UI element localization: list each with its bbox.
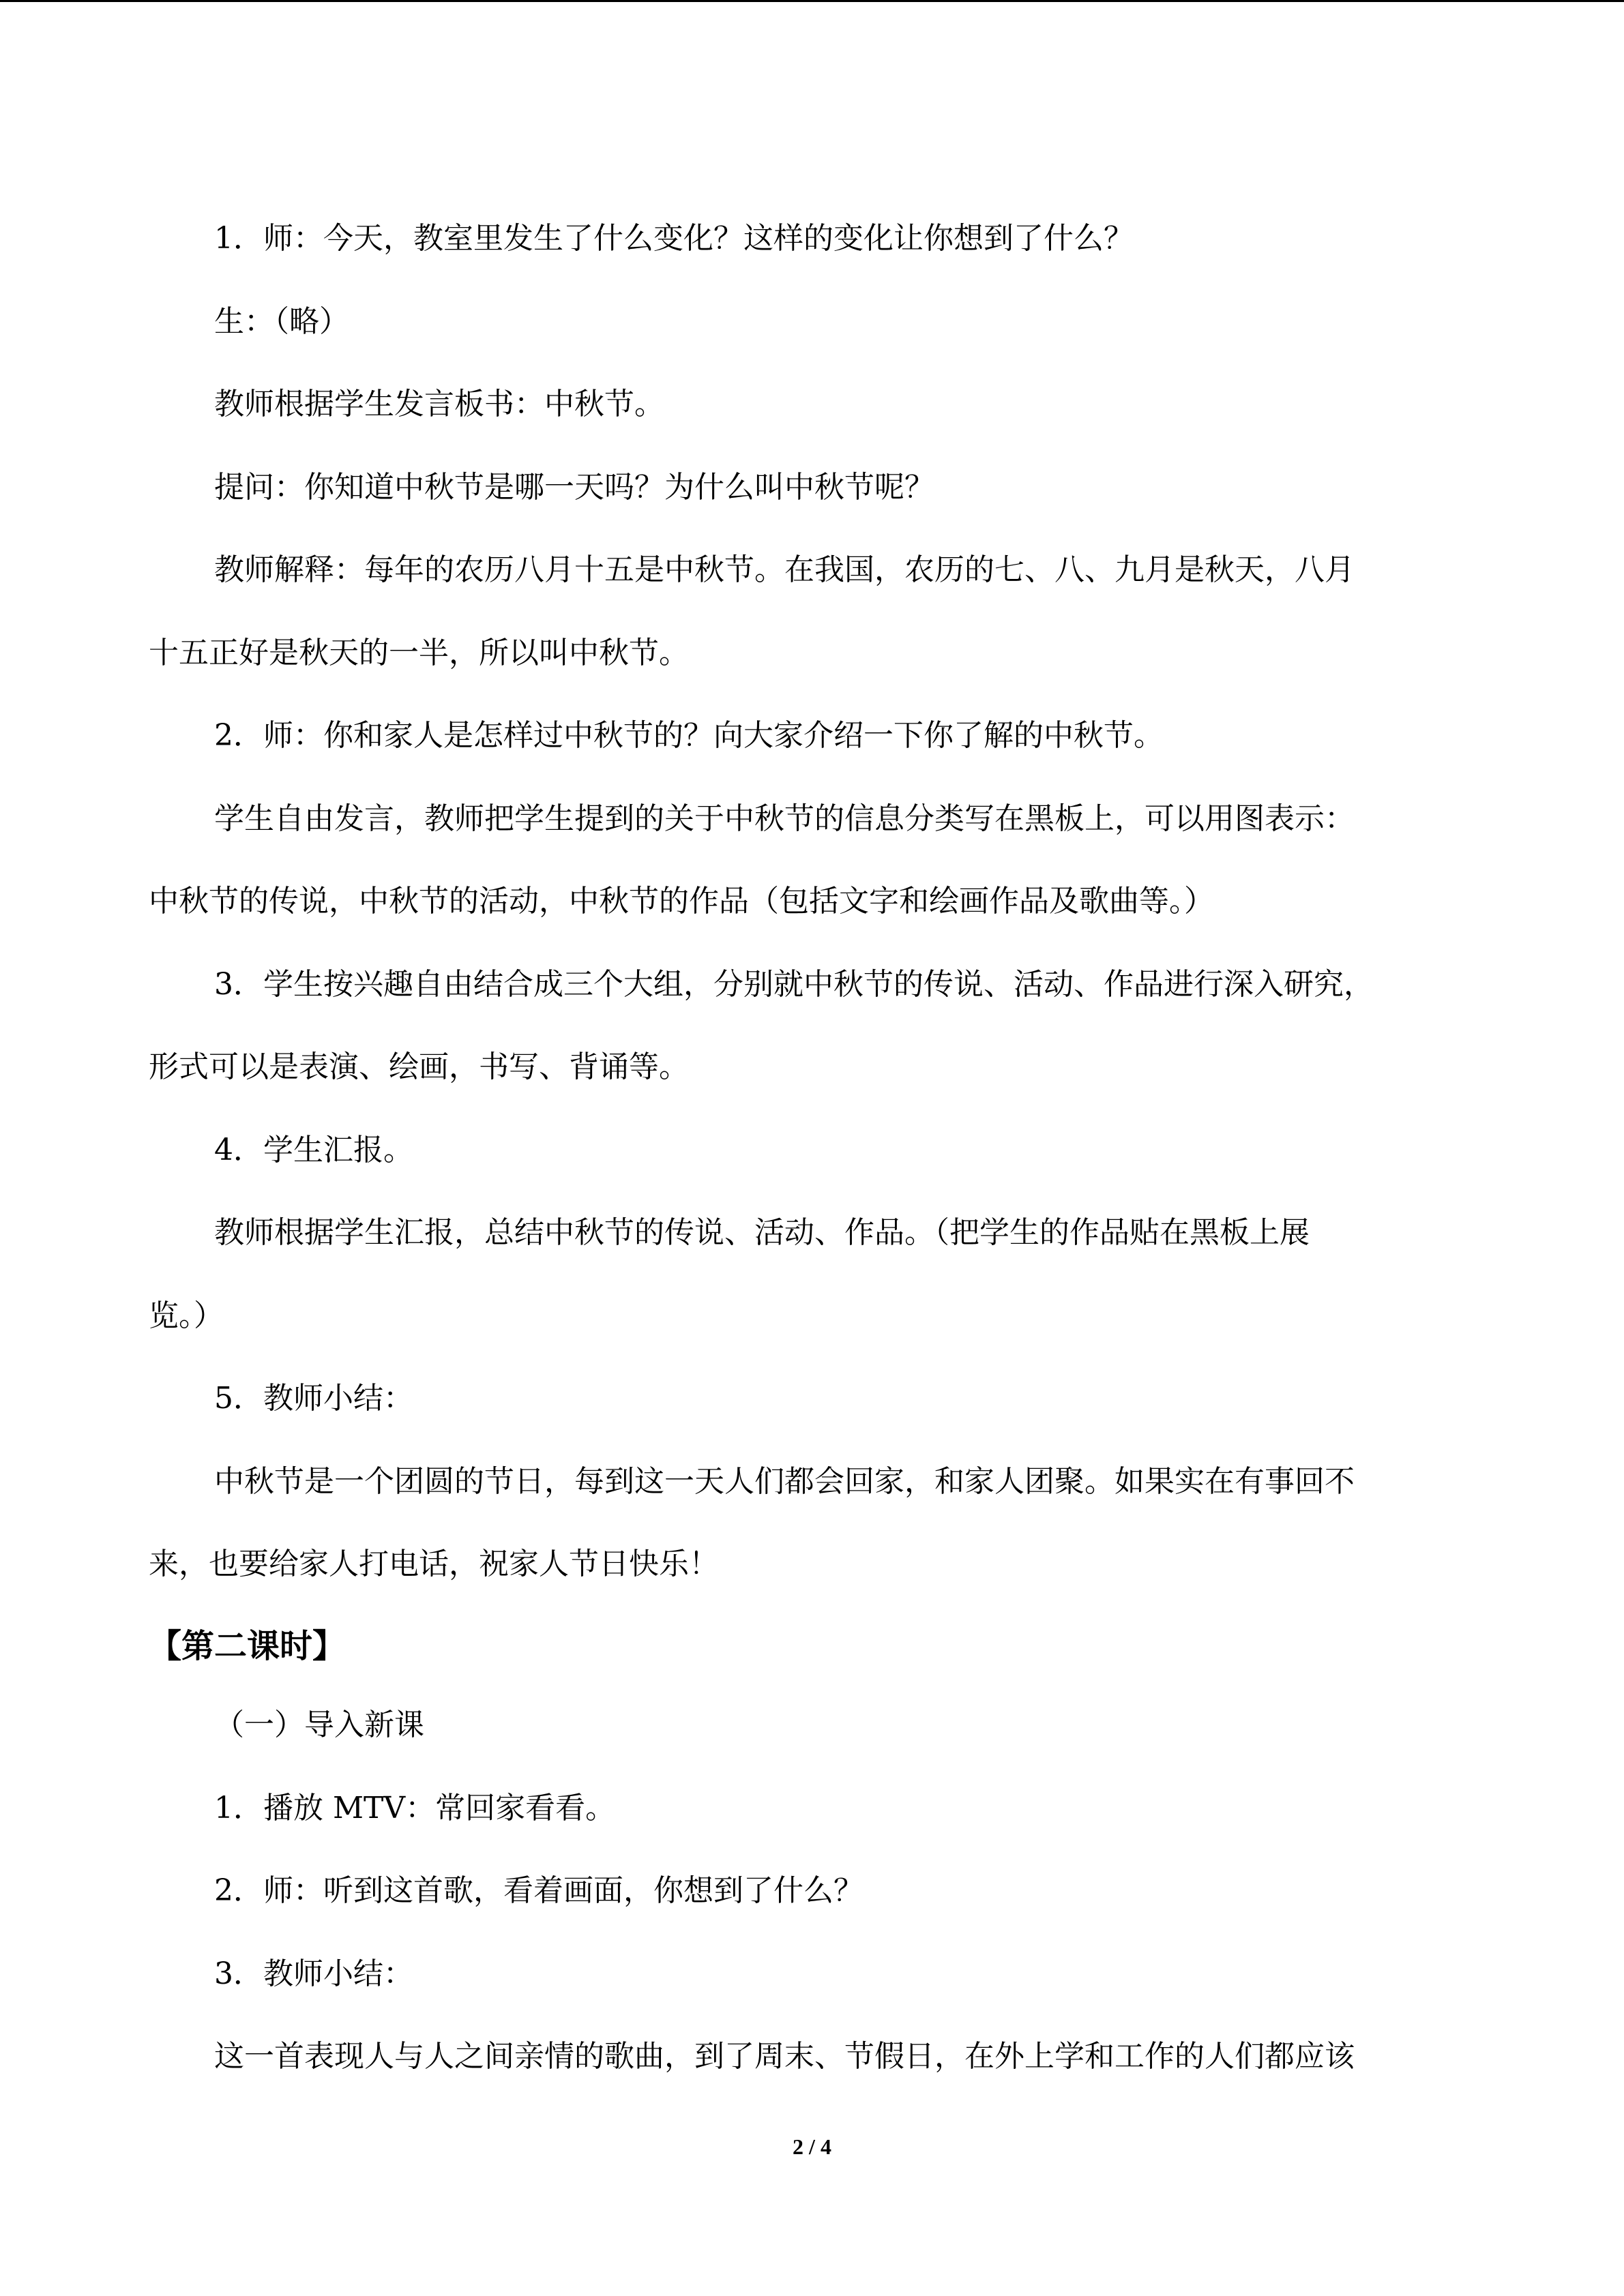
paragraph: 2．师：听到这首歌，看着画面，你想到了什么？ xyxy=(214,1873,863,1908)
page-number: 2 / 4 xyxy=(793,2134,831,2159)
paragraph: 学生自由发言，教师把学生提到的关于中秋节的信息分类写在黑板上，可以用图表示： xyxy=(214,801,1355,836)
paragraph: 5．教师小结： xyxy=(214,1381,413,1416)
paragraph: 教师根据学生发言板书：中秋节。 xyxy=(214,387,664,421)
paragraph: 3．学生按兴趣自由结合成三个大组，分别就中秋节的传说、活动、作品进行深入研究， xyxy=(214,967,1374,1002)
paragraph-continuation: 中秋节的传说，中秋节的活动，中秋节的作品（包括文字和绘画作品及歌曲等。） xyxy=(149,884,1214,919)
paragraph: 1．师：今天，教室里发生了什么变化？这样的变化让你想到了什么？ xyxy=(214,221,1134,256)
page-top-border xyxy=(0,0,1624,2)
paragraph: 中秋节是一个团圆的节日，每到这一天人们都会回家，和家人团聚。如果实在有事回不 xyxy=(214,1464,1355,1499)
paragraph: 1．播放 MTV：常回家看看。 xyxy=(214,1791,616,1825)
paragraph: 提问：你知道中秋节是哪一天吗？为什么叫中秋节呢？ xyxy=(214,470,934,505)
paragraph: 教师解释：每年的农历八月十五是中秋节。在我国，农历的七、八、九月是秋天，八月 xyxy=(214,552,1355,587)
paragraph: 4．学生汇报。 xyxy=(214,1133,413,1167)
paragraph: 教师根据学生汇报，总结中秋节的传说、活动、作品。（把学生的作品贴在黑板上展 xyxy=(214,1215,1310,1250)
paragraph: 2．师：你和家人是怎样过中秋节的？向大家介绍一下你了解的中秋节。 xyxy=(214,718,1164,753)
paragraph: 生：（略） xyxy=(214,304,349,339)
paragraph: 3．教师小结： xyxy=(214,1956,413,1991)
paragraph-continuation: 览。） xyxy=(149,1298,224,1333)
paragraph: 这一首表现人与人之间亲情的歌曲，到了周末、节假日，在外上学和工作的人们都应该 xyxy=(214,2039,1355,2074)
paragraph: （一）导入新课 xyxy=(214,1708,424,1742)
section-heading: 【第二课时】 xyxy=(149,1627,346,1665)
paragraph-continuation: 形式可以是表演、绘画，书写、背诵等。 xyxy=(149,1049,689,1084)
paragraph-continuation: 来，也要给家人打电话，祝家人节日快乐！ xyxy=(149,1547,719,1581)
paragraph-continuation: 十五正好是秋天的一半，所以叫中秋节。 xyxy=(149,636,689,670)
